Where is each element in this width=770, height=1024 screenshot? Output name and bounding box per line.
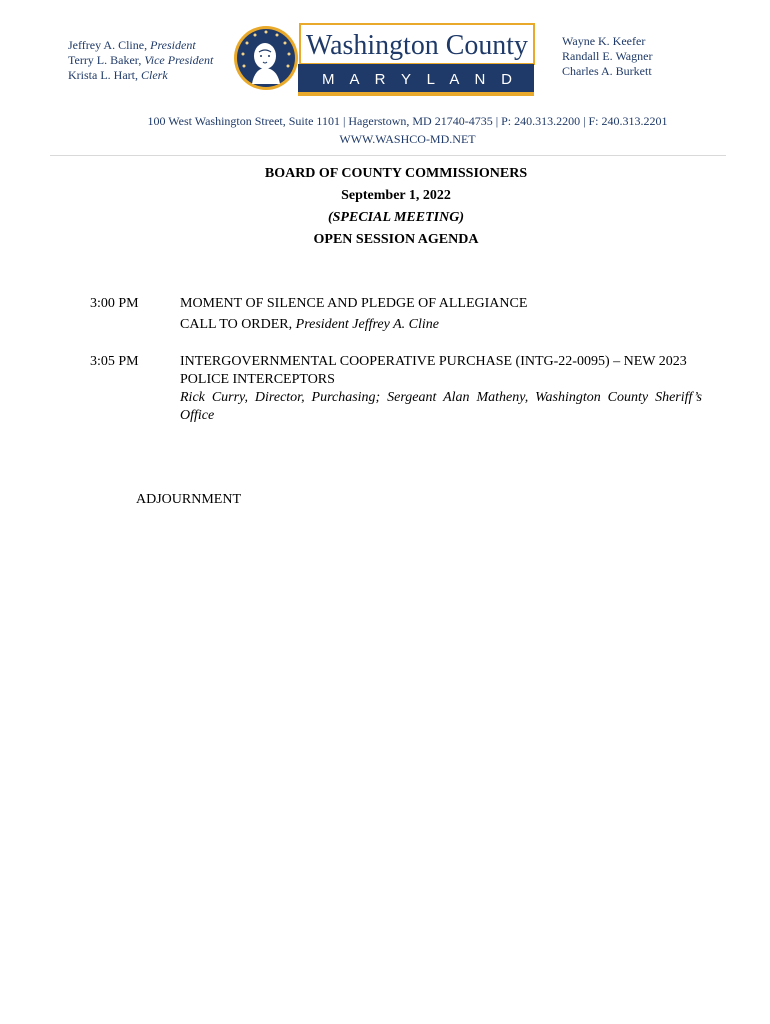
officer-name: Krista L. Hart, bbox=[68, 68, 141, 82]
session-name: OPEN SESSION AGENDA bbox=[313, 232, 479, 247]
officer-role: Clerk bbox=[140, 68, 168, 82]
officers-left bbox=[68, 38, 213, 83]
agenda-time: 3:05 PM bbox=[90, 354, 139, 369]
officer-president bbox=[68, 38, 213, 53]
meeting-type: (SPECIAL MEETING) bbox=[327, 210, 464, 225]
agenda-body bbox=[180, 353, 702, 425]
officer-vice-president bbox=[68, 53, 213, 68]
agenda-title bbox=[0, 163, 770, 251]
presiding-officer: President Jeffrey A. Cline bbox=[295, 317, 439, 332]
seal-year: 1776 bbox=[281, 86, 295, 94]
agenda-time: 3:00 PM bbox=[90, 296, 139, 311]
website-link[interactable]: WWW.WASHCO-MD.NET bbox=[339, 132, 476, 146]
agenda-item-call-to-order bbox=[180, 316, 702, 334]
board-name: BOARD OF COUNTY COMMISSIONERS bbox=[264, 166, 528, 181]
address-line: 100 West Washington Street, Suite 1101 | Hagerstown, MD 21740-4735 | P: 240.313.2200 | F: 240.313.2201 bbox=[147, 114, 668, 128]
logo-county-name: Washington County bbox=[306, 30, 528, 61]
logo-state: M A R Y L A N D bbox=[322, 71, 512, 88]
officer-name: Terry L. Baker, bbox=[68, 53, 145, 67]
contact-block bbox=[0, 112, 770, 148]
officer-role: President bbox=[150, 38, 196, 52]
adjournment: ADJOURNMENT bbox=[136, 492, 241, 507]
commissioner-name: Wayne K. Keefer bbox=[562, 34, 646, 48]
logo-gold-stripe bbox=[298, 92, 534, 96]
officer-name: Jeffrey A. Cline, bbox=[68, 38, 151, 52]
washington-county-logo bbox=[234, 12, 536, 104]
agenda-item-presenter: Rick Curry, Director, Purchasing; Sergeant Alan Matheny, Washington County Sheriff’s Office bbox=[180, 390, 702, 423]
agenda-body bbox=[180, 295, 702, 334]
commissioner-name: Charles A. Burkett bbox=[562, 64, 652, 78]
meeting-date: September 1, 2022 bbox=[341, 188, 451, 203]
commissioner-name: Randall E. Wagner bbox=[562, 49, 653, 63]
officer-clerk bbox=[68, 68, 213, 83]
officers-right bbox=[562, 34, 652, 79]
agenda-item-title: INTERGOVERNMENTAL COOPERATIVE PURCHASE (INTG-22-0095) – NEW 2023 POLICE INTERCEPTORS bbox=[180, 354, 687, 387]
agenda-item-title: MOMENT OF SILENCE AND PLEDGE OF ALLEGIANCE bbox=[180, 296, 528, 311]
call-to-order-text: CALL TO ORDER, bbox=[180, 317, 296, 332]
header-divider bbox=[50, 155, 726, 156]
officer-role: Vice President bbox=[144, 53, 214, 67]
